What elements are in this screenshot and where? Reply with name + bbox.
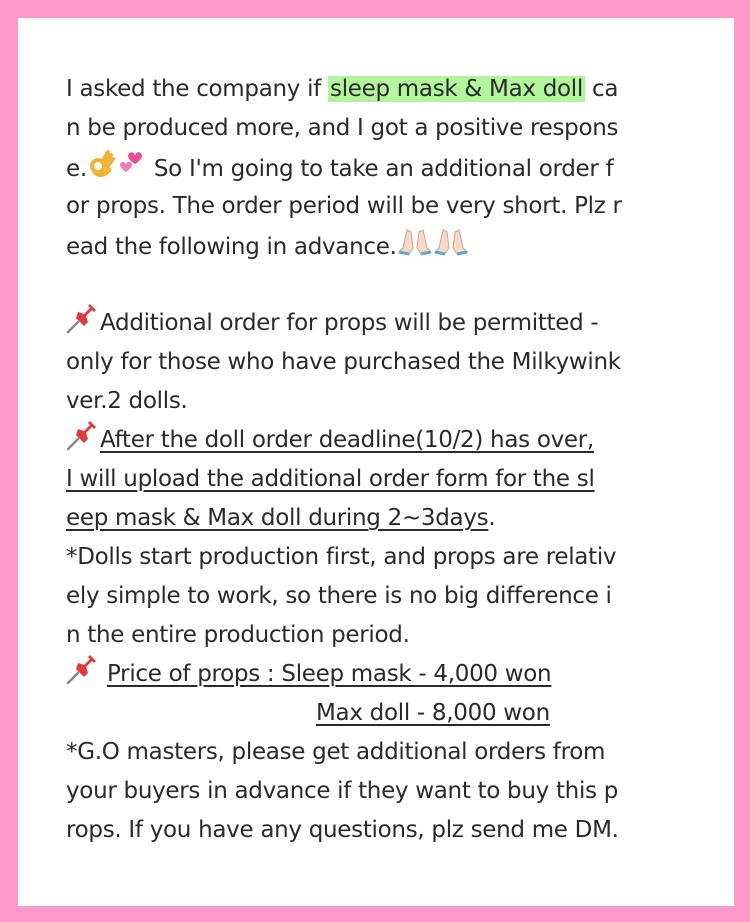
text-line <box>66 694 706 733</box>
text-line: *G.O masters, please get additional orders from <box>66 739 606 765</box>
text-line <box>66 226 706 265</box>
text-line <box>66 70 706 109</box>
pushpin-icon <box>66 304 98 347</box>
text-line <box>66 499 706 538</box>
folded-hands-icon <box>397 226 433 269</box>
text-line: n be produced more, and I got a positive respons <box>66 115 619 141</box>
underlined-text: After the doll order deadline(10/2) has over, <box>100 427 594 453</box>
text-line: rops. If you have any questions, plz send me DM. <box>66 817 619 843</box>
folded-hands-icon <box>433 226 469 269</box>
pushpin-icon <box>66 655 98 698</box>
text-line: n the entire production period. <box>66 622 410 648</box>
text-line <box>66 304 706 343</box>
text-line <box>66 655 706 694</box>
text-segment: I asked the company if <box>66 76 329 102</box>
text-segment: ead the following in advance. <box>66 234 397 260</box>
text-line: ver.2 dolls. <box>66 388 188 414</box>
text-segment: So I'm going to take an additional order f <box>146 156 614 182</box>
text-segment: . <box>488 505 496 531</box>
two-hearts-icon <box>117 148 147 191</box>
pushpin-icon <box>66 421 98 464</box>
text-line <box>66 460 706 499</box>
highlighted-text: sleep mask & Max doll <box>330 76 583 102</box>
text-segment: ca <box>584 76 619 102</box>
underlined-text: I will upload the additional order form for the sl <box>66 466 595 492</box>
text-segment: e. <box>66 156 87 182</box>
text-line: *Dolls start production first, and props are relativ <box>66 544 617 570</box>
text-line: your buyers in advance if they want to buy this p <box>66 778 619 804</box>
announcement-text <box>66 70 706 850</box>
price-sleep-mask: Price of props : Sleep mask - 4,000 won <box>107 661 552 687</box>
text-line: only for those who have purchased the Milkywink <box>66 349 621 375</box>
underlined-text: eep mask & Max doll during 2~3days <box>66 505 489 531</box>
ok-hand-icon <box>87 148 117 191</box>
text-line: or props. The order period will be very short. Plz r <box>66 193 622 219</box>
text-line: ely simple to work, so there is no big difference i <box>66 583 612 609</box>
price-max-doll: Max doll - 8,000 won <box>316 700 550 726</box>
spacer <box>66 265 706 304</box>
text-segment: Additional order for props will be permitted - <box>100 310 599 336</box>
text-line <box>66 421 706 460</box>
text-line <box>66 148 706 187</box>
